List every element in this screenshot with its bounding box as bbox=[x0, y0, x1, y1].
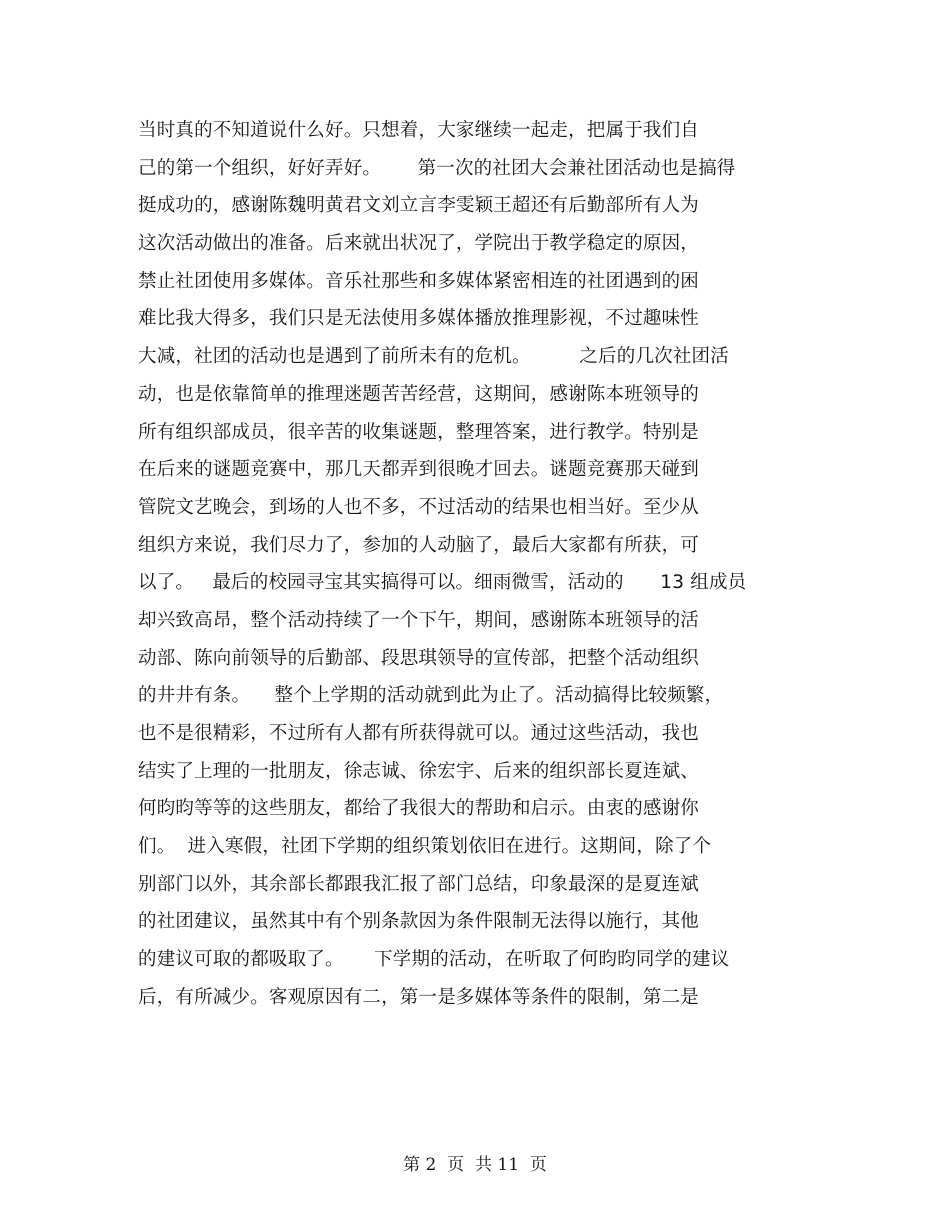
text-line: 大减，社团的活动也是遇到了前所未有的危机。 之后的几次社团活 bbox=[138, 346, 729, 368]
text-line: 动部、陈向前领导的后勤部、段思琪领导的宣传部，把整个活动组织 bbox=[138, 647, 700, 669]
text-line: 组织方来说，我们尽力了，参加的人动脑了，最后大家都有所获，可 bbox=[138, 534, 700, 556]
text-line: 何昀昀等等的这些朋友，都给了我很大的帮助和启示。由衷的感谢你 bbox=[138, 798, 700, 820]
text-line: 们。 进入寒假，社团下学期的组织策划依旧在进行。这期间，除了个 bbox=[138, 836, 712, 858]
text-line: 当时真的不知道说什么好。只想着，大家继续一起走，把属于我们自 bbox=[138, 120, 700, 141]
text-line: 后，有所减少。客观原因有二，第一是多媒体等条件的限制，第二是 bbox=[138, 986, 700, 1008]
text-line: 的井井有条。 整个上学期的活动就到此为止了。活动搞得比较频繁， bbox=[138, 685, 724, 707]
text-line: 管院文艺晚会，到场的人也不多，不过活动的结果也相当好。至少从 bbox=[138, 496, 700, 518]
body-text bbox=[138, 112, 838, 1017]
text-line: 这次活动做出的准备。后来就出状况了，学院出于教学稳定的原因， bbox=[138, 233, 700, 255]
text-line: 也不是很精彩，不过所有人都有所获得就可以。通过这些活动，我也 bbox=[138, 723, 700, 744]
text-line: 在后来的谜题竞赛中，那几天都弄到很晚才回去。谜题竞赛那天碰到 bbox=[138, 459, 700, 481]
text-line: 却兴致高昂，整个活动持续了一个下午，期间，感谢陈本班领导的活 bbox=[138, 609, 700, 631]
text-line: 别部门以外，其余部长都跟我汇报了部门总结，印象最深的是夏连斌 bbox=[138, 873, 700, 895]
page-number-footer: 第 2 页 共 11 页 bbox=[403, 1155, 547, 1175]
text-line: 所有组织部成员，很辛苦的收集谜题，整理答案，进行教学。特别是 bbox=[138, 421, 700, 443]
text-line: 的建议可取的都吸取了。 下学期的活动，在听取了何昀昀同学的建议 bbox=[138, 949, 730, 971]
text-line: 己的第一个组织，好好弄好。 第一次的社团大会兼社团活动也是搞得 bbox=[138, 157, 736, 179]
text-line: 结实了上理的一批朋友，徐志诚、徐宏宇、后来的组织部长夏连斌、 bbox=[138, 760, 700, 782]
text-line: 禁止社团使用多媒体。音乐社那些和多媒体紧密相连的社团遇到的困 bbox=[138, 270, 700, 292]
text-line: 挺成功的，感谢陈魏明黄君文刘立言李雯颖王超还有后勤部所有人为 bbox=[138, 195, 700, 217]
text-line: 的社团建议，虽然其中有个别条款因为条件限制无法得以施行，其他 bbox=[138, 911, 700, 933]
text-line: 难比我大得多，我们只是无法使用多媒体播放推理影视，不过趣味性 bbox=[138, 308, 700, 330]
text-line: 动，也是依靠简单的推理迷题苦苦经营，这期间，感谢陈本班领导的 bbox=[138, 383, 700, 405]
text-line: 以了。 最后的校园寻宝其实搞得可以。细雨微雪，活动的 13 组成员 bbox=[138, 572, 747, 594]
